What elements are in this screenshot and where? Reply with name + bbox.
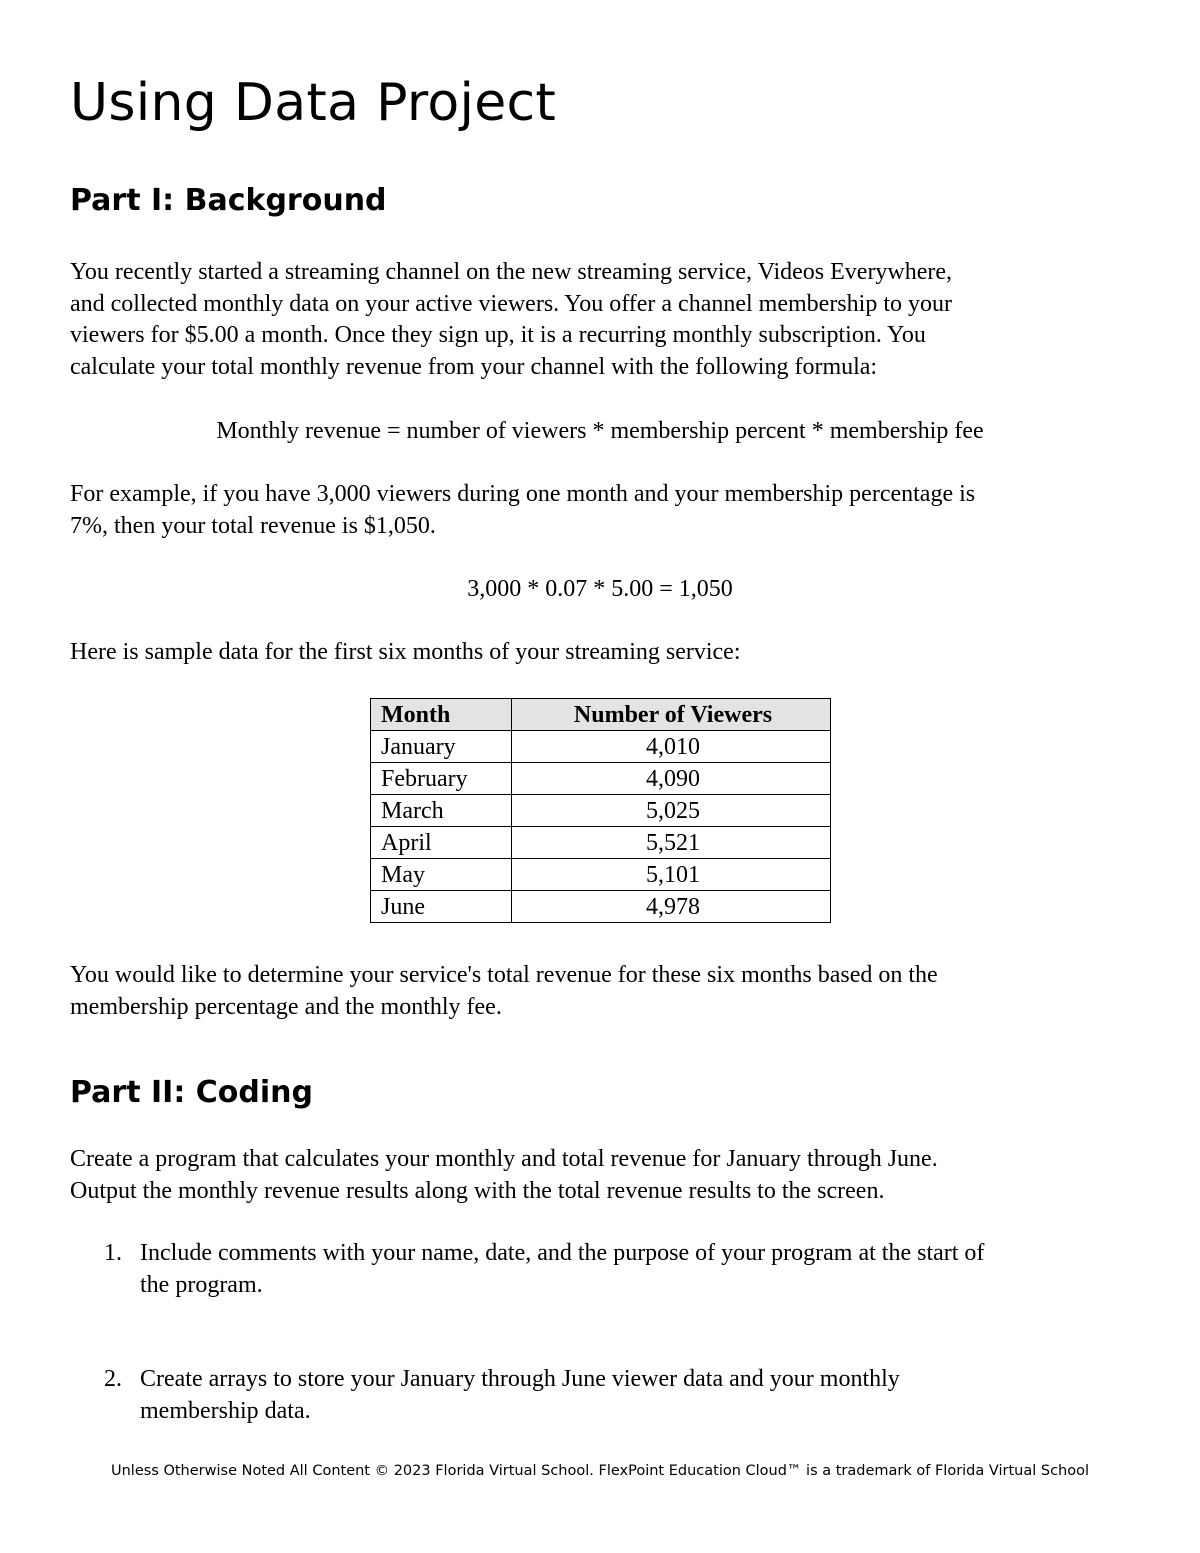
- list-item-number: 2.: [104, 1366, 122, 1392]
- month-cell: January: [371, 731, 512, 763]
- paragraph-line: For example, if you have 3,000 viewers during one month and your membership percentage is: [70, 481, 976, 507]
- table-header-row: [371, 699, 831, 731]
- part1-closing-paragraph: [70, 960, 1130, 1023]
- paragraph-line: You would like to determine your service's total revenue for these six months based on the: [70, 962, 938, 988]
- copyright-footer: Unless Otherwise Noted All Content © 2023 Florida Virtual School. FlexPoint Education Cloud™ is a trademark of Florida Virtual School: [110, 1463, 1090, 1479]
- paragraph-line: calculate your total monthly revenue from your channel with the following formula:: [70, 354, 878, 381]
- paragraph-line: Create a program that calculates your monthly and total revenue for January through June.: [70, 1146, 938, 1172]
- month-cell: March: [371, 795, 512, 827]
- table-row: [371, 827, 831, 859]
- table-intro: Here is sample data for the first six months of your streaming service:: [70, 639, 741, 665]
- viewers-cell: 4,978: [512, 891, 831, 923]
- part2-heading: Part II: Coding: [70, 1075, 313, 1110]
- paragraph-line: Output the monthly revenue results along with the total revenue results to the screen.: [70, 1177, 885, 1204]
- list-item-line: the program.: [140, 1271, 263, 1298]
- table-row: [371, 763, 831, 795]
- viewers-cell: 4,010: [512, 731, 831, 763]
- list-item-line: Include comments with your name, date, and the purpose of your program at the start of: [140, 1240, 985, 1266]
- part2-intro-paragraph: [70, 1144, 1130, 1207]
- viewers-cell: 4,090: [512, 763, 831, 795]
- part1-heading: Part I: Background: [70, 183, 387, 218]
- paragraph-line: membership percentage and the monthly fee.: [70, 993, 502, 1020]
- month-cell: April: [371, 827, 512, 859]
- viewers-cell: 5,521: [512, 827, 831, 859]
- column-header-viewers: Number of Viewers: [512, 699, 831, 731]
- list-item: [70, 1238, 1130, 1301]
- example-paragraph: [70, 479, 1130, 542]
- column-header-month: Month: [371, 699, 512, 731]
- table-row: [371, 795, 831, 827]
- viewers-cell: 5,101: [512, 859, 831, 891]
- viewers-cell: 5,025: [512, 795, 831, 827]
- list-item: [70, 1364, 1130, 1427]
- table-row: [371, 731, 831, 763]
- viewers-table: [370, 698, 831, 923]
- paragraph-line: viewers for $5.00 a month. Once they sign up, it is a recurring monthly subscription. You: [70, 322, 926, 349]
- table-row: [371, 891, 831, 923]
- table-row: [371, 859, 831, 891]
- list-item-number: 1.: [104, 1240, 122, 1266]
- example-calculation: 3,000 * 0.07 * 5.00 = 1,050: [467, 576, 733, 602]
- revenue-formula: Monthly revenue = number of viewers * membership percent * membership fee: [216, 418, 984, 444]
- month-cell: May: [371, 859, 512, 891]
- month-cell: February: [371, 763, 512, 795]
- instruction-list: [70, 1364, 1130, 1427]
- paragraph-line: and collected monthly data on your active viewers. You offer a channel membership to your: [70, 290, 952, 317]
- list-item-line: Create arrays to store your January through June viewer data and your monthly: [140, 1366, 900, 1392]
- instruction-list: [70, 1238, 1130, 1301]
- paragraph-line: 7%, then your total revenue is $1,050.: [70, 512, 436, 539]
- document-title: Using Data Project: [70, 73, 557, 133]
- list-item-line: membership data.: [140, 1397, 311, 1424]
- month-cell: June: [371, 891, 512, 923]
- part1-intro-paragraph: [70, 257, 1130, 384]
- paragraph-line: You recently started a streaming channel on the new streaming service, Videos Everywhere,: [70, 259, 953, 285]
